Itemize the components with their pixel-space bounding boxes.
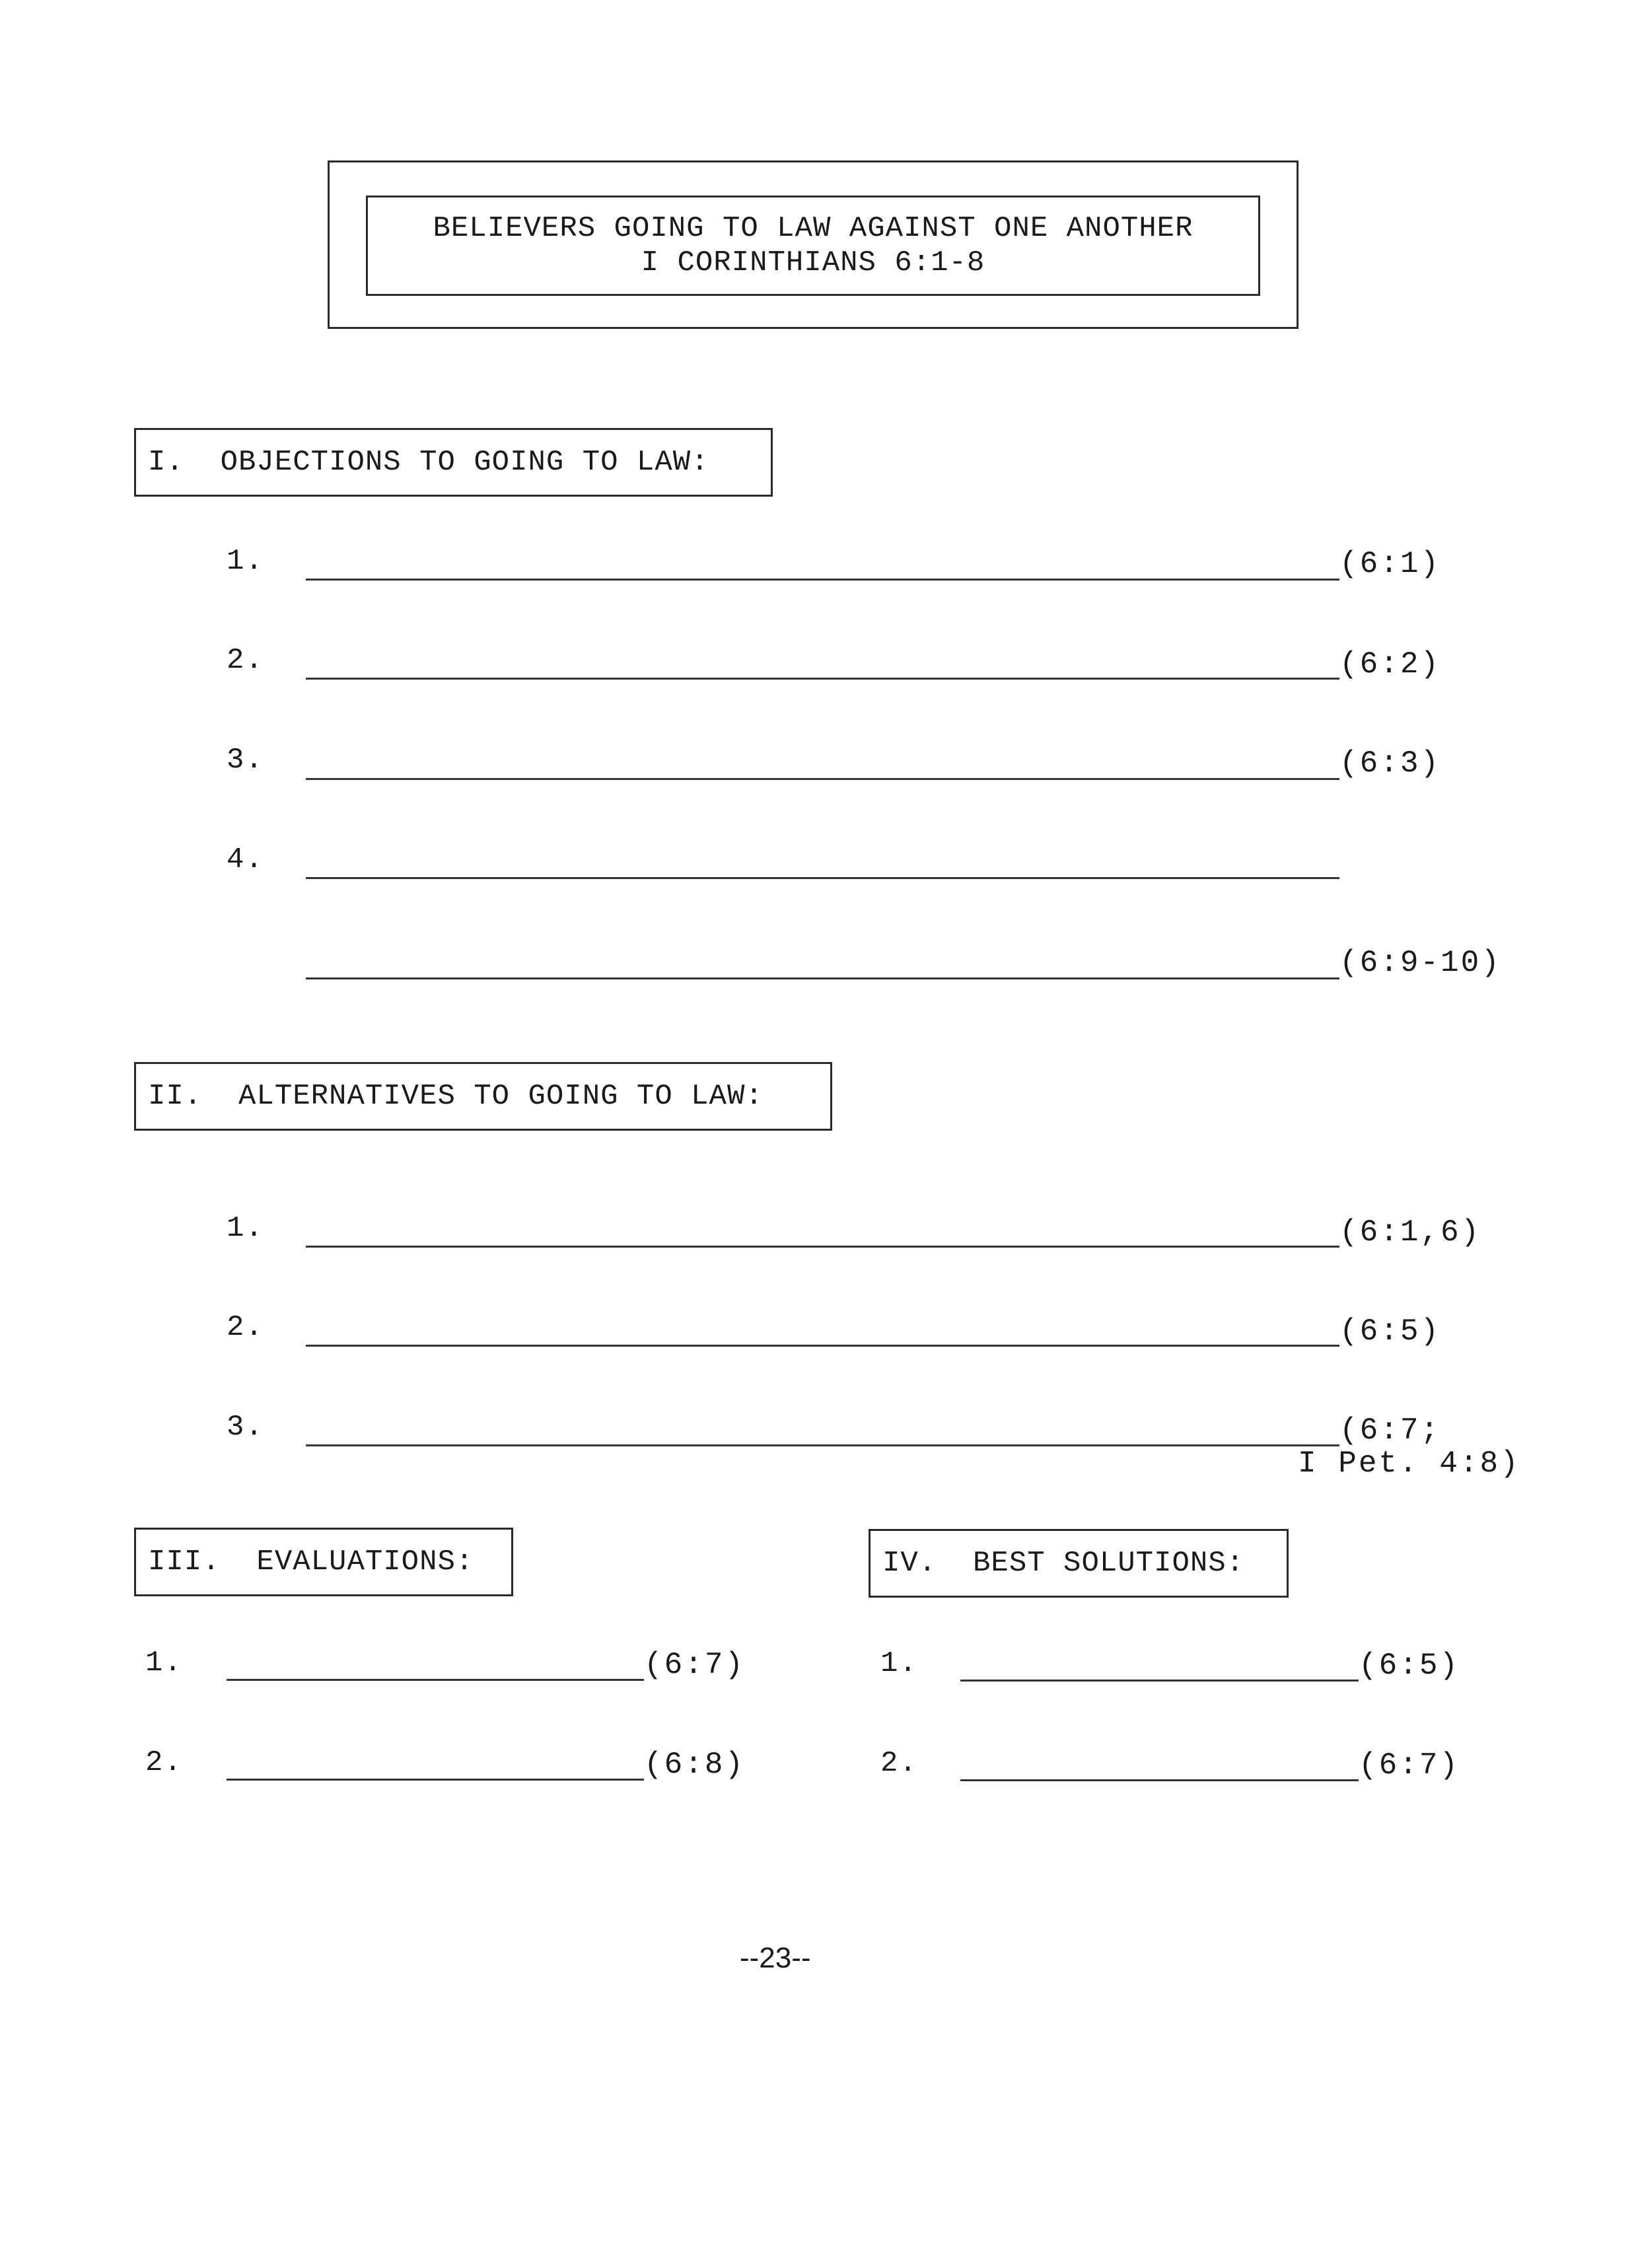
s2-item-1-blank[interactable]: [306, 1246, 1339, 1248]
section-3-heading: III. EVALUATIONS:: [134, 1528, 513, 1596]
s4-item-1-number: 1.: [880, 1647, 918, 1680]
section-1-heading: I. OBJECTIONS TO GOING TO LAW:: [134, 428, 773, 497]
s4-item-2-blank[interactable]: [960, 1779, 1359, 1781]
s1-item-1-number: 1.: [227, 545, 264, 578]
page-number: --23--: [740, 1942, 811, 1974]
s1-item-3-reference: (6:3): [1339, 746, 1441, 781]
s1-item-1-blank[interactable]: [306, 579, 1339, 581]
s3-item-2-number: 2.: [145, 1746, 183, 1779]
s2-item-2-reference: (6:5): [1339, 1314, 1441, 1349]
section-4-heading: IV. BEST SOLUTIONS:: [869, 1529, 1289, 1598]
s1-item-3-number: 3.: [227, 744, 264, 777]
s3-item-1-number: 1.: [145, 1647, 183, 1680]
s2-item-3-number: 3.: [227, 1411, 264, 1444]
s2-item-2-blank[interactable]: [306, 1345, 1339, 1347]
s1-item-4-blank[interactable]: [306, 877, 1339, 879]
s2-item-3-reference-continued: I Pet. 4:8): [1298, 1446, 1520, 1481]
s2-item-3-reference: (6:7;: [1339, 1413, 1441, 1448]
s2-item-2-number: 2.: [227, 1311, 264, 1344]
s1-item-3-blank[interactable]: [306, 778, 1339, 780]
s1-item-4-blank-continued[interactable]: [306, 977, 1339, 979]
s1-item-2-number: 2.: [227, 644, 264, 677]
s2-item-1-number: 1.: [227, 1212, 264, 1245]
s3-item-2-reference: (6:8): [644, 1748, 746, 1782]
title-line-1: BELIEVERS GOING TO LAW AGAINST ONE ANOTHER: [433, 212, 1193, 245]
title-box: [366, 195, 1260, 296]
s1-item-1-reference: (6:1): [1339, 547, 1441, 581]
s4-item-1-blank[interactable]: [960, 1680, 1359, 1682]
s4-item-2-reference: (6:7): [1359, 1748, 1460, 1783]
title-line-2: I CORINTHIANS 6:1-8: [641, 246, 985, 279]
section-2-heading: II. ALTERNATIVES TO GOING TO LAW:: [134, 1062, 832, 1131]
s1-item-4-number: 4.: [227, 843, 264, 876]
s3-item-1-blank[interactable]: [227, 1679, 644, 1681]
s3-item-1-reference: (6:7): [644, 1648, 746, 1682]
s4-item-2-number: 2.: [880, 1747, 918, 1780]
s1-item-2-reference: (6:2): [1339, 647, 1441, 682]
s1-item-2-blank[interactable]: [306, 678, 1339, 680]
s3-item-2-blank[interactable]: [227, 1779, 644, 1781]
s4-item-1-reference: (6:5): [1359, 1648, 1460, 1683]
s2-item-3-blank[interactable]: [306, 1444, 1339, 1446]
s2-item-1-reference: (6:1,6): [1339, 1215, 1481, 1250]
s1-item-4-reference: (6:9-10): [1339, 946, 1501, 980]
